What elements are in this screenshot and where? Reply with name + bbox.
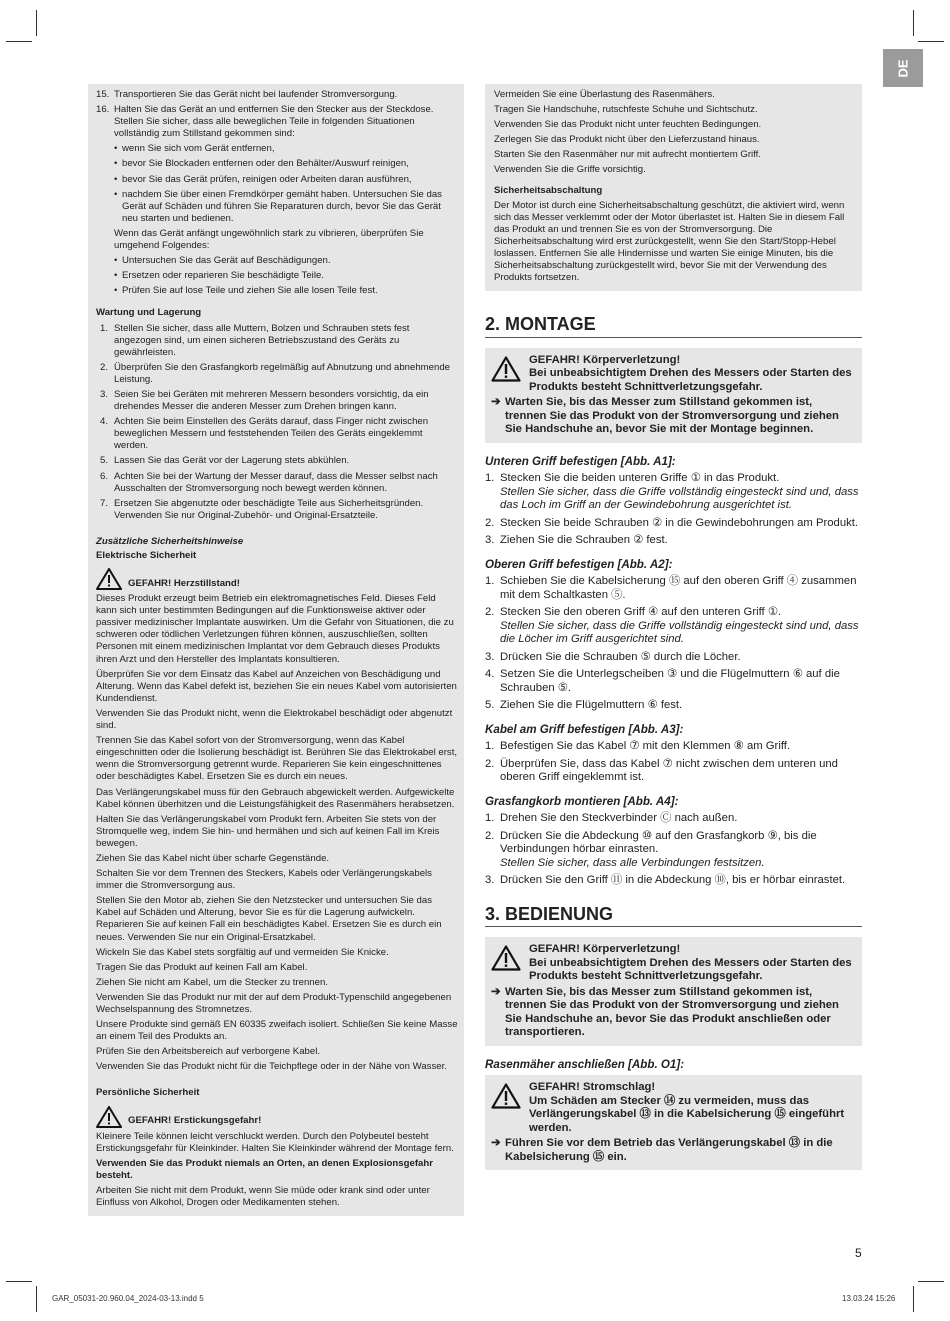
elektro-paragraph: Schalten Sie vor dem Trennen des Steckers, Kabels oder Verlängerungskabels immer die Stromversorgung aus.: [96, 868, 432, 892]
erstick-warning: GEFAHR! Erstickungsgefahr!: [96, 1106, 458, 1128]
bullet-text: bevor Sie das Gerät prüfen, reinigen oder Arbeiten daran ausführen,: [122, 173, 412, 185]
bullet-item: [114, 143, 458, 155]
step-number: 3.: [485, 874, 495, 886]
list-text: Stellen Sie sicher, dass alle Muttern, Bolzen und Schrauben stets fest angezogen sind, um einen sicheren Betriebszustand des Geräts zu gewährleisten.: [114, 322, 410, 358]
step-number: 2.: [485, 606, 495, 618]
wartung-item: [96, 471, 458, 495]
left-column: [96, 89, 458, 1212]
step-item: [485, 606, 862, 647]
elektro-paragraph: Das Verlängerungskabel muss für den Gebrauch abgewickelt werden. Aufgewickelte Kabel können überhitzen und die Leistungsfähigkeit des Rasenmähers herabsetzen.: [96, 786, 455, 810]
strom-danger-action: Führen Sie vor dem Betrieb das Verlängerungskabel ⑬ in die Kabelsicherung ⑮ ein.: [505, 1137, 833, 1163]
step-note: Stellen Sie sicher, dass die Griffe vollständig eingesteckt sind und, dass die Löcher im Griff ausgerichtet sind.: [500, 619, 859, 645]
arrow-icon: ➔: [491, 1137, 501, 1149]
step-number: 2.: [485, 757, 495, 770]
step-item: [485, 699, 862, 713]
warning-triangle-icon: [491, 356, 521, 382]
wartung-item: [96, 323, 458, 359]
list-number: 1.: [99, 322, 108, 334]
step-number: 2.: [485, 516, 495, 529]
list-text: Ersetzen Sie abgenutzte oder beschädigte Teile aus Sicherheitsgründen. Verwenden Sie nur Original-Zubehör- und Original-Ersatzteile.: [114, 497, 424, 521]
bedienung-danger-title: GEFAHR! Körperverletzung!: [529, 943, 681, 955]
list-text: Achten Sie beim Einstellen des Geräts darauf, dass Finger nicht zwischen beweglichen Messern und feststehenden Teilen des Geräts eingeklemmt werden.: [114, 416, 429, 452]
step-text: Drücken Sie die Abdeckung ⑩ auf den Grasfangkorb ⑨, bis die Verbindungen hörbar einrasten.: [500, 829, 817, 855]
step-number: 1.: [485, 740, 495, 752]
montage-heading: 2. MONTAGE: [485, 318, 862, 338]
wartung-item: [96, 455, 458, 467]
step-note: Stellen Sie sicher, dass alle Verbindungen festsitzen.: [500, 856, 765, 869]
strom-danger-text: Um Schäden am Stecker ⑭ zu vermeiden, muss das Verlängerungskabel ⑬ in die Kabelsicherung ⑮ eingeführt werden.: [529, 1094, 845, 1134]
explosion-text: Verwenden Sie das Produkt niemals an Orten, an denen Explosionsgefahr besteht.: [96, 1157, 433, 1181]
bullet-icon: •: [114, 173, 118, 185]
step-text: Setzen Sie die Unterlegscheiben ③ und die Flügelmuttern ⑥ auf die Schrauben ⑤.: [500, 668, 840, 694]
list-text: Achten Sie bei der Wartung der Messer darauf, dass die Messer selbst nach Ausschalten der Stromversorgung noch bewegt werden können.: [114, 470, 438, 494]
step-item: [485, 758, 862, 785]
elektro-paragraph: Unsere Produkte sind gemäß EN 60335 zweifach isoliert. Schließen Sie keine Masse an einem Teil des Produkts an.: [96, 1019, 458, 1043]
list-number: 5.: [99, 455, 108, 467]
page-number: 5: [855, 1246, 862, 1260]
bedienung-danger-action: Warten Sie, bis das Messer zum Stillstand gekommen ist, trennen Sie das Produkt von der Stromversorgung und ziehen Sie Handschuhe an, bevor Sie das Produkt anschließen oder transportieren.: [505, 985, 839, 1038]
step-number: 3.: [485, 650, 495, 663]
list-number: 16.: [96, 104, 110, 116]
arrow-icon: ➔: [491, 396, 501, 408]
elektro-paragraph: Verwenden Sie das Produkt nur mit der auf dem Produkt-Typenschild angegebenen Wechselspannung des Stromnetzes.: [96, 991, 452, 1015]
elektro-paragraph: Ziehen Sie nicht am Kabel, um die Stecker zu trennen.: [96, 976, 328, 988]
bullet-icon: •: [114, 143, 118, 155]
elektro-paragraph: Überprüfen Sie vor dem Einsatz das Kabel auf Anzeichen von Beschädigung und Alterung. Wenn das Kabel defekt ist, beziehen Sie ein neues Kabel vom autorisierten Kundendienst.: [96, 668, 457, 704]
step-number: 1.: [485, 472, 495, 484]
numbered-item: [96, 104, 458, 140]
crop-mark: [918, 41, 944, 42]
step-item: [485, 740, 862, 754]
step-number: 2.: [485, 829, 495, 842]
bullet-icon: •: [114, 158, 118, 170]
list-number: 4.: [99, 416, 108, 428]
vibration-text: Wenn das Gerät anfängt ungewöhnlich stark zu vibrieren, überprüfen Sie umgehend Folgendes:: [114, 227, 424, 252]
wartung-item: [96, 362, 458, 386]
erstick-text: Kleinere Teile können leicht verschluckt werden. Durch den Polybeutel besteht Erstickungsgefahr für Kleinkinder. Halten Sie Kleinkinder während der Montage fern.: [96, 1130, 454, 1154]
warning-triangle-icon: [96, 1106, 122, 1128]
step-item: [485, 651, 862, 665]
wartung-item: [96, 416, 458, 452]
list-text: Lassen Sie das Gerät vor der Lagerung stets abkühlen.: [114, 455, 350, 467]
step-text: Stecken Sie beide Schrauben ② in die Gewindebohrungen am Produkt.: [500, 516, 859, 529]
footer-file: GAR_05031-20.960.04_2024-03-13.indd 5: [52, 1294, 204, 1303]
list-number: 7.: [99, 497, 108, 509]
bullet-text: wenn Sie sich vom Gerät entfernen,: [122, 143, 275, 155]
step-item: [485, 472, 862, 513]
right-main-column: [485, 314, 862, 1182]
strom-danger-title: GEFAHR! Stromschlag!: [529, 1081, 656, 1093]
elektro-paragraph: Tragen Sie das Produkt auf keinen Fall am Kabel.: [96, 961, 308, 973]
bullet-text: Ersetzen oder reparieren Sie beschädigte Teile.: [122, 270, 324, 282]
bullet-item: [114, 285, 458, 297]
list-number: 2.: [99, 361, 108, 373]
list-text: Halten Sie das Gerät an und entfernen Sie den Stecker aus der Steckdose. Stellen Sie sicher, dass alle beweglichen Teile in folgenden Situationen vollständig zum Stillstand gekommen sind:: [114, 104, 434, 140]
right-top-content: [494, 89, 856, 287]
elektro-paragraph: Verwenden Sie das Produkt nicht, wenn die Elektrokabel beschädigt oder abgenutzt sind.: [96, 707, 453, 732]
elektro-paragraph: Prüfen Sie den Arbeitsbereich auf verborgene Kabel.: [96, 1046, 321, 1058]
step-item: [485, 575, 862, 602]
safety-line: Verwenden Sie das Produkt nicht unter feuchten Bedingungen.: [494, 119, 762, 131]
step-number: 1.: [485, 812, 495, 824]
warning-triangle-icon: [491, 1083, 521, 1109]
a1-heading: Unteren Griff befestigen [Abb. A1]:: [485, 454, 676, 468]
safety-line: Starten Sie den Rasenmäher nur mit aufrecht montiertem Griff.: [494, 149, 761, 161]
step-item: [485, 534, 862, 548]
montage-danger-box: [485, 348, 862, 443]
herz-warning: GEFAHR! Herzstillstand!: [96, 568, 458, 590]
bullet-text: Untersuchen Sie das Gerät auf Beschädigungen.: [122, 255, 331, 267]
sicherheit-heading: Sicherheitsabschaltung: [494, 184, 603, 196]
warning-triangle-icon: [491, 945, 521, 971]
bullet-icon: •: [114, 188, 118, 200]
step-text: Drücken Sie die Schrauben ⑤ durch die Löcher.: [500, 650, 741, 663]
step-number: 3.: [485, 534, 495, 546]
step-text: Drücken Sie den Griff ⑪ in die Abdeckung ⑩, bis er hörbar einrastet.: [500, 874, 846, 886]
list-text: Transportieren Sie das Gerät nicht bei laufender Stromversorgung.: [114, 89, 398, 100]
footer-date: 13.03.24 15:26: [842, 1294, 896, 1303]
o1-heading: Rasenmäher anschließen [Abb. O1]:: [485, 1057, 685, 1071]
bullet-item: [114, 270, 458, 282]
bedienung-danger-text: Bei unbeabsichtigtem Drehen des Messers oder Starten des Produkts besteht Schnittverletzungsgefahr.: [529, 956, 852, 982]
step-item: [485, 517, 862, 531]
bullet-text: bevor Sie Blockaden entfernen oder den Behälter/Auswurf reinigen,: [122, 158, 409, 170]
elektrisch-heading: Elektrische Sicherheit: [96, 550, 197, 561]
step-text: Schieben Sie die Kabelsicherung ⑮ auf den oberen Griff ④ zusammen mit dem Schaltkasten ⑤.: [500, 575, 857, 601]
wartung-heading: Wartung und Lagerung: [96, 307, 202, 319]
elektro-paragraph: Wickeln Sie das Kabel stets sorgfältig auf und vermeiden Sie Knicke.: [96, 946, 389, 958]
a4-heading: Grasfangkorb montieren [Abb. A4]:: [485, 794, 679, 808]
bullet-icon: •: [114, 285, 118, 297]
crop-mark: [913, 10, 914, 36]
crop-mark: [36, 1286, 37, 1312]
bullet-icon: •: [114, 255, 118, 267]
a3-heading: Kabel am Griff befestigen [Abb. A3]:: [485, 722, 684, 736]
arrow-icon: ➔: [491, 985, 501, 998]
safety-line: Vermeiden Sie eine Überlastung des Rasenmähers.: [494, 89, 715, 100]
crop-mark: [36, 10, 37, 36]
wartung-item: [96, 389, 458, 413]
bullet-item: [114, 189, 458, 225]
bullet-text: nachdem Sie über einen Fremdkörper gemäht haben. Untersuchen Sie das Gerät auf Schäden und führen Sie Reparaturen durch, bevor Sie das Gerät neu starten und bedienen.: [122, 188, 442, 224]
zusatz-heading: Zusätzliche Sicherheitshinweise: [96, 535, 244, 547]
step-item: [485, 668, 862, 695]
elektro-paragraph: Trennen Sie das Kabel sofort von der Stromversorgung, wenn das Kabel eingeschnitten oder die Isolierung beschädigt ist. Berühren Sie das Elektrokabel erst, wenn die Stromversorgung getrennt wurde. Reparieren Sie kein eingeschnittenes oder beschädigtes Kabel. Ersetzen Sie es durch ein neues.: [96, 735, 458, 783]
montage-danger-text: Bei unbeabsichtigtem Drehen des Messers oder Starten des Produkts besteht Schnittverletzungsgefahr.: [529, 367, 852, 393]
muede-text: Arbeiten Sie nicht mit dem Produkt, wenn Sie müde oder krank sind oder unter Einfluss von Alkohol, Drogen oder Medikamenten stehen.: [96, 1184, 430, 1209]
bullet-item: [114, 158, 458, 170]
elektro-paragraph: Verwenden Sie das Produkt nicht für die Teichpflege oder in der Nähe von Wasser.: [96, 1061, 447, 1073]
crop-mark: [913, 1286, 914, 1312]
wartung-item: [96, 498, 458, 522]
montage-danger-title: GEFAHR! Körperverletzung!: [529, 353, 681, 366]
step-text: Überprüfen Sie, dass das Kabel ⑦ nicht zwischen dem unteren und oberen Griff eingeklemmt ist.: [500, 757, 838, 783]
list-number: 15.: [96, 89, 110, 100]
step-text: Ziehen Sie die Flügelmuttern ⑥ fest.: [500, 699, 683, 711]
elektro-paragraph: Dieses Produkt erzeugt beim Betrieb ein elektromagnetisches Feld. Dieses Feld kann sich unter bestimmten Bedingungen auf die Funktionsweise aktiver oder passiver medizinischer Implantate auswirken. Um die Gefahr von Situationen, die zu schweren oder tödlichen Verletzungen führen können, auszuschließen, sollten Personen mit einem medizinischen Implantat vor dem Gebrauch dieses Produkts ihren Arzt und den Hersteller des Implantats konsultieren.: [96, 593, 454, 665]
step-text: Stecken Sie den oberen Griff ④ auf den unteren Griff ①.: [500, 606, 782, 618]
step-number: 1.: [485, 575, 495, 587]
crop-mark: [6, 41, 32, 42]
bedienung-heading: 3. BEDIENUNG: [485, 908, 862, 928]
bullet-item: [114, 174, 458, 186]
bullet-icon: •: [114, 270, 118, 282]
strom-danger-box: [485, 1075, 862, 1170]
step-number: 5.: [485, 699, 495, 711]
step-text: Befestigen Sie das Kabel ⑦ mit den Klemmen ⑧ am Griff.: [500, 740, 791, 752]
step-text: Stecken Sie die beiden unteren Griffe ① in das Produkt.: [500, 472, 780, 484]
list-text: Überprüfen Sie den Grasfangkorb regelmäßig auf Abnutzung und abnehmende Leistung.: [114, 361, 451, 385]
step-item: [485, 830, 862, 871]
step-text: Drehen Sie den Steckverbinder Ⓒ nach außen.: [500, 812, 738, 824]
bullet-text: Prüfen Sie auf lose Teile und ziehen Sie alle losen Teile fest.: [122, 285, 378, 297]
list-number: 6.: [99, 470, 108, 482]
step-note: Stellen Sie sicher, dass die Griffe vollständig eingesteckt sind und, dass das Loch im Griff an der Gewindebohrung ausgerichtet ist.: [500, 485, 859, 511]
elektro-paragraph: Ziehen Sie das Kabel nicht über scharfe Gegenstände.: [96, 852, 330, 864]
step-number: 4.: [485, 668, 495, 680]
sicherheit-text: Der Motor ist durch eine Sicherheitsabschaltung geschützt, die aktiviert wird, wenn sich das Messer verklemmt oder der Motor überlastet ist. Halten Sie in diesem Fall das Produkt an und trennen Sie es von der Stromversorgung. Die Sicherheitsabschaltung wird erst zurückgestellt, wenn Sie den Start/Stopp-Hebel loslassen. Entfernen Sie alle Hindernisse und warten Sie einige Minuten, bis die Sicherheitsabschaltung zurückgestellt wird, bevor Sie mit der Verwendung des Produkts fortsetzen.: [494, 199, 845, 284]
safety-line: Zerlegen Sie das Produkt nicht über den Lieferzustand hinaus.: [494, 134, 760, 146]
persoenlich-heading: Persönliche Sicherheit: [96, 1087, 200, 1099]
step-item: [485, 812, 862, 826]
safety-line: Tragen Sie Handschuhe, rutschfeste Schuhe und Sichtschutz.: [494, 104, 758, 116]
crop-mark: [6, 1281, 32, 1282]
language-tab: DE: [883, 49, 923, 87]
bedienung-danger-box: [485, 937, 862, 1046]
step-item: [485, 874, 862, 888]
list-number: 3.: [99, 388, 108, 400]
elektro-paragraph: Halten Sie das Verlängerungskabel vom Produkt fern. Arbeiten Sie stets von der Stromquelle weg, indem Sie hin- und hermähen und sich auf keinen Fall im Kreis bewegen.: [96, 813, 440, 849]
step-text: Ziehen Sie die Schrauben ② fest.: [500, 534, 668, 546]
warning-triangle-icon: [96, 568, 122, 590]
montage-danger-action: Warten Sie, bis das Messer zum Stillstand gekommen ist, trennen Sie das Produkt von der Stromversorgung und ziehen Sie Handschuhe an, bevor Sie mit der Montage beginnen.: [505, 396, 839, 435]
a2-heading: Oberen Griff befestigen [Abb. A2]:: [485, 557, 673, 571]
bullet-item: [114, 255, 458, 267]
list-text: Seien Sie bei Geräten mit mehreren Messern besonders vorsichtig, da ein drehendes Messer die anderen Messer zum Drehen bringen kann.: [114, 388, 429, 413]
safety-line: Verwenden Sie die Griffe vorsichtig.: [494, 164, 646, 176]
numbered-item: [96, 89, 458, 101]
elektro-paragraph: Stellen Sie den Motor ab, ziehen Sie den Netzstecker und untersuchen Sie das Kabel auf Schäden und Alterung, bevor Sie es für die Lagerung aufwickeln. Reparieren Sie auf keinen Fall ein beschädigtes Kabel. Ersetzen Sie es durch ein neues. Verwenden Sie nur ein Original-Ersatzkabel.: [96, 895, 442, 943]
crop-mark: [918, 1281, 944, 1282]
